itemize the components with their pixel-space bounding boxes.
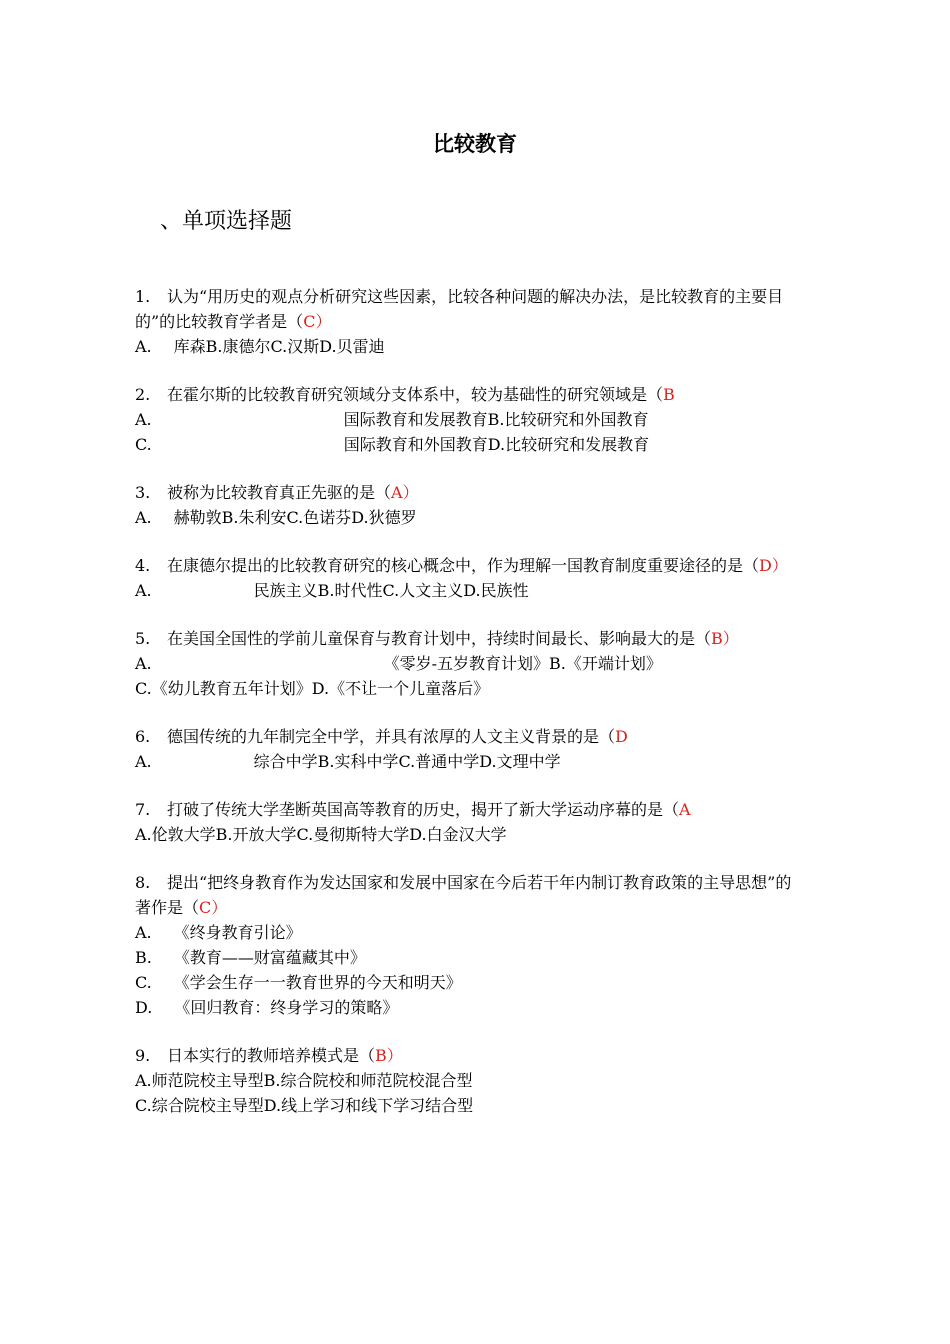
answer-option — [135, 749, 805, 774]
question-item — [135, 480, 805, 530]
option-label: A. — [135, 581, 152, 600]
option-text: 《终身教育引论》 — [173, 923, 302, 942]
answer-bracket: ） — [211, 898, 228, 917]
answer-option — [135, 334, 805, 359]
option-text: 综合中学B.实科中学C.普通中学D.文理中学 — [253, 752, 561, 771]
answer-option — [135, 1068, 805, 1093]
question-item — [135, 870, 805, 1020]
answer-bracket: ） — [402, 483, 419, 502]
option-label: A. — [135, 410, 152, 429]
question-item — [135, 724, 805, 774]
answer-option — [135, 676, 805, 701]
answer-key: A — [391, 483, 403, 502]
question-text: 认为“用历史的观点分析研究这些因素，比较各种问题的解决办法，是比较教育的主要目的”的比较教育学者是（ — [135, 287, 784, 331]
question-text: 在霍尔斯的比较教育研究领域分支体系中，较为基础性的研究领域是（ — [167, 385, 664, 404]
option-text: 国际教育和发展教育B.比较研究和外国教育 — [343, 410, 649, 429]
question-stem — [135, 1043, 805, 1068]
question-number: 2. — [135, 385, 151, 404]
answer-key: D — [759, 556, 772, 575]
answer-option — [135, 822, 805, 847]
answer-key: B — [663, 385, 675, 404]
question-stem — [135, 480, 805, 505]
answer-bracket: ） — [771, 556, 788, 575]
answer-option — [135, 505, 805, 530]
answer-bracket: ） — [386, 1046, 403, 1065]
option-label: A. — [135, 752, 152, 771]
question-stem — [135, 553, 805, 578]
section-heading: 、单项选择题 — [160, 209, 293, 234]
question-item — [135, 553, 805, 603]
option-text: 民族主义B.时代性C.人文主义D.民族性 — [253, 581, 529, 600]
option-text: 《教育——财富蕴藏其中》 — [173, 948, 366, 967]
question-item — [135, 626, 805, 701]
question-item — [135, 382, 805, 457]
answer-key: C — [199, 898, 212, 917]
question-number: 4. — [135, 556, 151, 575]
question-text: 在康德尔提出的比较教育研究的核心概念中，作为理解一国教育制度重要途径的是（ — [167, 556, 760, 575]
question-stem — [135, 797, 805, 822]
option-text: 国际教育和外国教育D.比较研究和发展教育 — [343, 435, 650, 454]
option-text: 《学会生存一一教育世界的今天和明天》 — [173, 973, 462, 992]
option-label: C. — [135, 435, 152, 454]
answer-option — [135, 432, 805, 457]
question-item — [135, 797, 805, 847]
question-number: 6. — [135, 727, 151, 746]
question-item — [135, 1043, 805, 1118]
answer-key: A — [679, 800, 691, 819]
question-stem — [135, 724, 805, 749]
option-label: A. — [135, 337, 152, 356]
question-number: 5. — [135, 629, 151, 648]
answer-option — [135, 407, 805, 432]
answer-option — [135, 920, 805, 945]
question-stem — [135, 382, 805, 407]
option-text: A.师范院校主导型B.综合院校和师范院校混合型 — [135, 1071, 473, 1090]
question-list — [135, 284, 805, 1141]
answer-option — [135, 995, 805, 1020]
answer-bracket: ） — [315, 312, 332, 331]
option-label: A. — [135, 923, 152, 942]
question-text: 被称为比较教育真正先驱的是（ — [167, 483, 392, 502]
answer-key: B — [375, 1046, 387, 1065]
question-number: 1. — [135, 287, 151, 306]
question-text: 德国传统的九年制完全中学，并具有浓厚的人文主义背景的是（ — [167, 727, 616, 746]
question-number: 7. — [135, 800, 151, 819]
option-label: C. — [135, 973, 152, 992]
answer-key: B — [711, 629, 723, 648]
option-label: B. — [135, 948, 152, 967]
document-title: 比较教育 — [433, 132, 517, 156]
answer-key: D — [615, 727, 628, 746]
answer-option — [135, 651, 805, 676]
option-label: A. — [135, 508, 152, 527]
option-text: C.综合院校主导型D.线上学习和线下学习结合型 — [135, 1096, 474, 1115]
answer-option — [135, 970, 805, 995]
option-text: C.《幼儿教育五年计划》D.《不让一个儿童落后》 — [135, 679, 490, 698]
question-number: 3. — [135, 483, 151, 502]
option-text: 赫勒敦B.朱利安C.色诺芬D.狄德罗 — [173, 508, 417, 527]
option-text: 《零岁-五岁教育计划》B.《开端计划》 — [383, 654, 662, 673]
question-number: 9. — [135, 1046, 151, 1065]
question-text: 日本实行的教师培养模式是（ — [167, 1046, 376, 1065]
option-text: A.伦敦大学B.开放大学C.曼彻斯特大学D.白金汉大学 — [135, 825, 507, 844]
answer-key: C — [303, 312, 316, 331]
answer-bracket: ） — [722, 629, 739, 648]
question-text: 提出“把终身教育作为发达国家和发展中国家在今后若干年内制订教育政策的主导思想”的著作是（ — [135, 873, 792, 917]
question-stem — [135, 284, 805, 334]
option-text: 《回归教育：终身学习的策略》 — [174, 998, 399, 1017]
question-stem — [135, 870, 805, 920]
question-text: 打破了传统大学垄断英国高等教育的历史，揭开了新大学运动序幕的是（ — [167, 800, 680, 819]
option-label: A. — [135, 654, 152, 673]
option-text: 库森B.康德尔C.汉斯D.贝雷迪 — [173, 337, 385, 356]
answer-option — [135, 945, 805, 970]
question-number: 8. — [135, 873, 151, 892]
question-stem — [135, 626, 805, 651]
question-text: 在美国全国性的学前儿童保育与教育计划中，持续时间最长、影响最大的是（ — [167, 629, 712, 648]
question-item — [135, 284, 805, 359]
option-label: D. — [135, 998, 153, 1017]
answer-option — [135, 1093, 805, 1118]
answer-option — [135, 578, 805, 603]
